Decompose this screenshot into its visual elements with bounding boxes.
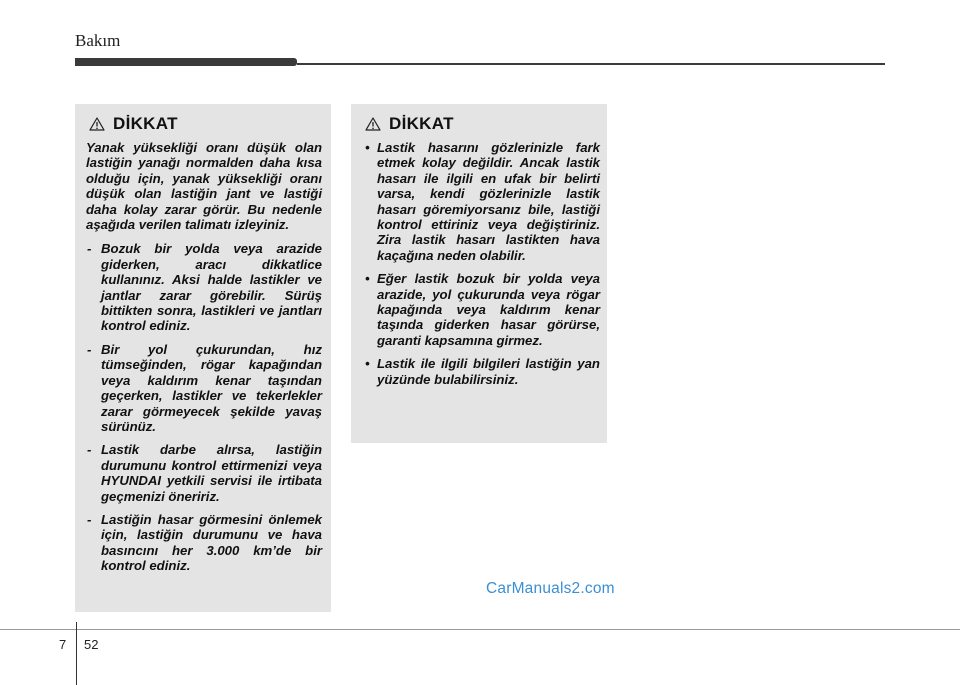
list-item: • Lastik ile ilgili bilgileri lastiğin yan yüzünde bulabilirsiniz. bbox=[365, 356, 600, 387]
caution-box-right bbox=[351, 104, 607, 443]
chapter-number: 7 bbox=[59, 637, 67, 652]
caution-title: DİKKAT bbox=[389, 114, 454, 133]
caution-intro: Yanak yüksekliği oranı düşük olan lastiğin yanağı normalden daha kısa olduğu için, yanak yüksekliği oranı düşük olan lastiğin jant ve lastiği daha kolay zarar görür. Bu nedenle aşağıda verilen talimatı izleyiniz. bbox=[86, 140, 322, 233]
list-item: • Eğer lastik bozuk bir yolda veya arazide, yol çukurunda veya rögar kapağında veya kaldırım kenar taşında giderken hasar görürse, garanti kapsamına girmez. bbox=[365, 271, 600, 348]
caution-header bbox=[89, 114, 322, 134]
warning-triangle-icon bbox=[89, 117, 105, 131]
list-item: • Lastik hasarını gözlerinizle fark etmek kolay değildir. Ancak lastik hasarı ile ilgili en ufak bir belirti varsa, kendi gözlerinizle lastik hasarı göremiyorsanız bile, lastiği kontrol ettiriniz veya değiştiriniz. Zira lastik hasarı lastikten hava kaçağına neden olabilir. bbox=[365, 140, 600, 263]
caution-body bbox=[362, 140, 600, 387]
list-item: - Lastiğin hasar görmesini önlemek için, lastiğin durumunu ve hava basıncını her 3.000 km’de bir kontrol ediniz. bbox=[87, 511, 322, 574]
caution-bullet-list bbox=[362, 140, 600, 387]
caution-box-left bbox=[75, 104, 331, 612]
header-rule bbox=[297, 63, 885, 65]
footer-rule bbox=[0, 629, 960, 630]
page-number: 52 bbox=[84, 637, 99, 652]
caution-title: DİKKAT bbox=[113, 114, 178, 133]
list-item: - Bir yol çukurundan, hız tümseğinden, rögar kapağından veya kaldırım kenar taşından geçerken, lastikler ve tekerlekler zarar görmeyecek şekilde yavaş sürünüz. bbox=[87, 341, 322, 434]
header-title: Bakım bbox=[75, 31, 121, 50]
caution-dash-list bbox=[86, 241, 322, 573]
caution-header bbox=[365, 114, 600, 134]
list-item: - Lastik darbe alırsa, lastiğin durumunu kontrol ettirmenizi veya HYUNDAI yetkili servisi ile irtibata geçmenizi öneririz. bbox=[87, 442, 322, 504]
footer-divider bbox=[76, 622, 77, 685]
warning-triangle-icon bbox=[365, 117, 381, 131]
list-item: - Bozuk bir yolda veya arazide giderken, aracı dikkatlice kullanınız. Aksi halde lastikler ve jantlar zarar görebilir. Sürüş bittikten sonra, lastikleri ve jantları kontrol ediniz. bbox=[87, 241, 322, 334]
watermark-link[interactable]: CarManuals2.com bbox=[486, 580, 615, 597]
header-bar bbox=[75, 58, 297, 66]
caution-body bbox=[86, 140, 322, 574]
